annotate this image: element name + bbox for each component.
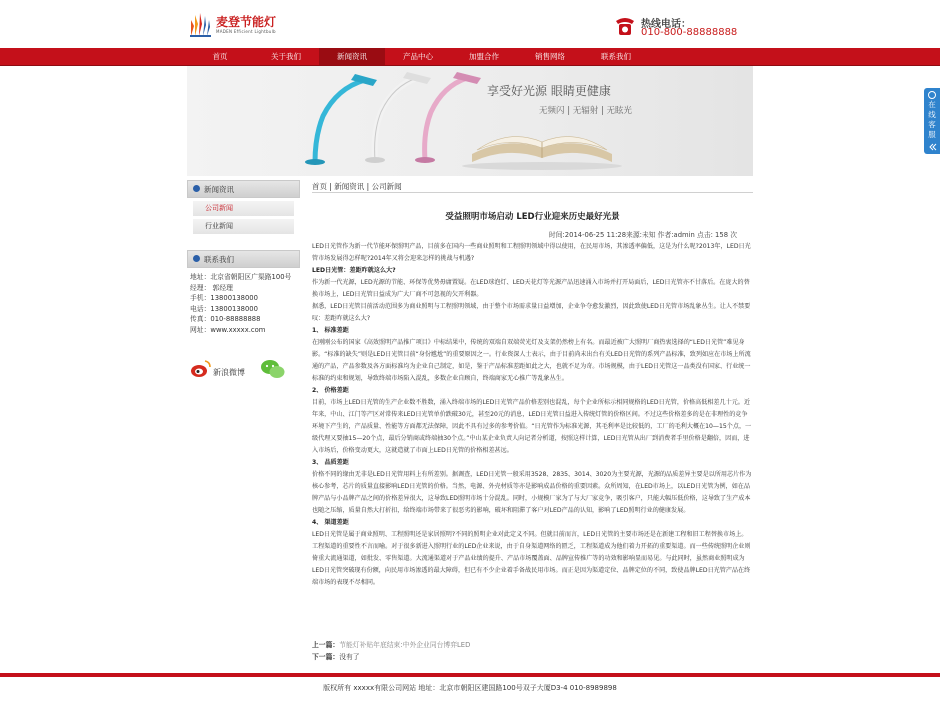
article-subheading: 4、 渠道差距 bbox=[312, 519, 349, 526]
contact-address: 地址：北京省朝阳区广渠路100号 bbox=[190, 273, 292, 281]
sidebar-contact-header bbox=[187, 250, 300, 268]
article-paragraph: 作为新一代光源，LED光源的节能、环保等优势毋庸置疑。在LED球泡灯、LED天花灯等光源产品迅速涌入市场并打开局面后，LED日光管亦不甘落后。在庞大的替换市场上，LED日光管日益成为广大厂商不可忽视的欠开利器。 bbox=[312, 279, 750, 298]
article-paragraph: LED日光管是属于商业照明、工程照明还是家居照明?不同的照明企业对此定义不同。但就目前而言，LED日光管的主要市场还是在新建工程和旧工程替换市场上。工程渠道的重要性不言而喻。对于很多新进入照明行业的LED企业来说，由于自身渠道网络的匮乏，工程渠道成为他们着力开拓的重要渠道。而一些传统照明企业则倚重大流通渠道，如批发、零售渠道。大流通渠道对于产品业绩的提升、产品市场覆盖面、品牌宣传推广等的功效和影响显而易见。与此同时，虽然商业照明成为LED日光管突破现有份额，向民用市场渗透的最大障碍，但已有不少企业着手备战民用市场。而正是因为渠道定位、品牌定位的不同，致使品牌LED日光管产品在终端市场的表现不尽相同。 bbox=[312, 531, 751, 586]
breadcrumb-news[interactable]: 新闻资讯 bbox=[334, 182, 365, 191]
sidebar-news-header bbox=[187, 180, 300, 198]
article-body bbox=[312, 241, 753, 589]
article-meta: 时间:2014-06-25 11:28来源:未知 作者:admin 点击: 158 次 bbox=[548, 231, 737, 239]
bullet-icon bbox=[193, 255, 200, 262]
article-subheading: 1、 标准差距 bbox=[312, 327, 349, 334]
social-links bbox=[190, 358, 298, 382]
sidebar-news bbox=[187, 180, 300, 234]
breadcrumb-home[interactable]: 首页 bbox=[312, 182, 327, 191]
article-paragraph: 在刚刚公布的国家《高效照明产品推广项目》中标结果中，传统的双端自双端荧光灯及支架仍然榜上有名。而最近被广大照明厂商热衷选择的“LED日光管”难见身影。“标准的缺失”则是LED日光管目前“身份尴尬”的重要原因之一。行业资深人士表示，由于目前尚未出台有关LED日光管的系列产品标准，致列如应在市场上所流通的产品，产品参数及各方面标准均为企业自己制定，如是，鉴于产品标准差距如此之大，也就不足为奇。市场规模，由于LED日光管这一品类没有国家、行业统一标准的约束和规划，导致终端市场陷入混乱，多数企业自顾自，终端商家无心推广等乱象丛生。 bbox=[312, 339, 751, 382]
banner-slogan: 享受好光源 眼睛更健康 bbox=[487, 84, 611, 98]
footer-text: 版权所有 xxxxx有限公司网站 地址：北京市朝阳区建国路100号双子大厦D3-4 010-8989898 bbox=[323, 684, 617, 692]
breadcrumb bbox=[312, 181, 402, 192]
contact-phone: 电话：13800138000 bbox=[190, 304, 258, 313]
logo-flame-icon bbox=[188, 12, 212, 38]
next-label: 下一篇： bbox=[312, 653, 340, 661]
logo-name: 麦登节能灯 bbox=[216, 15, 277, 29]
nav-item[interactable]: 销售网络 bbox=[535, 52, 565, 61]
prev-link[interactable]: 节能灯补贴年底结束:中外企业同台博弈LED bbox=[339, 641, 471, 649]
nav-item[interactable]: 联系我们 bbox=[601, 52, 631, 61]
banner-features: 无频闪 | 无辐射 | 无眩光 bbox=[539, 106, 633, 116]
phone-icon bbox=[614, 15, 636, 37]
wechat-icon[interactable] bbox=[260, 358, 286, 380]
article-paragraph: 目前，市场上LED日光管的生产企业数不胜数，涌入终端市场的LED日光管产品价格差别也混乱，每个企业所标示相同规格的LED日光管，价格高低相差几十元。近年来，中山、江门等产区对常传来LED日光管单价跌破30元，甚至20元的消息，LED日光管日益进入传统灯管的价格区间。不过这些价格差多的是在非理性的竞争环境下产生的，产品质量、性能等方面都无法保障，因此不具有过多的参考价值。“日光管作为标准光源，其毛利率是比较低的，工厂的毛利大概在10—15个点，一级代理又要抽15—20个点，最后分销商或终端抽30个点。”中山某企业负责人向记者分析道，按照这样计算，LED日光管从出厂到消费者手里价格是翻倍，因而，进入市场后，价格变动更大，这就造就了市面上LED日光管的价格相差甚远。 bbox=[312, 399, 752, 454]
main-nav bbox=[0, 48, 940, 66]
article-paragraph: LED日光管作为新一代节能环保照明产品，目前多在国内一些商业照明和工程照明领域中得以使用，在民用市场，其渗透率偏低，这是为什么呢?2013年，LED日光管市场发展得怎样呢?2014年又将会迎来怎样的挑战与机遇? bbox=[312, 243, 751, 262]
logo-subtitle: MADEN Efficient Lightbulb bbox=[216, 29, 276, 34]
nav-item[interactable]: 产品中心 bbox=[403, 52, 433, 61]
nav-item[interactable]: 关于我们 bbox=[271, 52, 301, 61]
prev-label: 上一篇： bbox=[312, 641, 340, 649]
contact-info bbox=[187, 268, 300, 335]
banner bbox=[187, 66, 753, 176]
chevron-left-icon bbox=[924, 143, 940, 151]
nav-item[interactable]: 新闻资讯 bbox=[319, 48, 385, 65]
online-service-button[interactable] bbox=[924, 88, 940, 154]
logo[interactable] bbox=[188, 10, 300, 40]
next-article bbox=[312, 651, 360, 661]
sidebar-contact-title: 联系我们 bbox=[204, 255, 234, 264]
weibo-icon[interactable] bbox=[190, 358, 212, 380]
breadcrumb-company-news[interactable]: 公司新闻 bbox=[371, 182, 402, 191]
footer-divider bbox=[0, 673, 940, 677]
article-subheading: LED日光管：差距咋就这么大? bbox=[312, 267, 396, 274]
article-subheading: 2、 价格差距 bbox=[312, 387, 349, 394]
contact-fax: 传真：010-88888888 bbox=[190, 315, 261, 323]
article-paragraph: 价格不同的缘由无非是LED日光管用料上有所差别。据调查，LED日光管一般采用3528、2835、3014、3020为主要光源，光源的品质差异主要是以所用芯片作为核心参考，芯片的质量直接影响LED日光管的价格。当然，电源、外壳材质等亦是影响成品价格的重要因素。众所周知，在LED市场上，以LED日光管为例，如在品牌产品与小品牌产品之间的价格差异很大，这导致LED照明市场十分混乱。同时，小规模厂家为了与大厂家竞争，吸引客户，只能大幅压低价格，这导致了生产成本也随之压缩，质量自然大打折扣，给终端市场带来了很恶劣的影响，破坏和阻滞了客户对LED产品的认知，影响了LED照明行业的健康发展。 bbox=[312, 471, 752, 514]
breadcrumb-sep: | bbox=[327, 182, 335, 191]
hotline-label: 热线电话： bbox=[641, 19, 691, 30]
article-subheading: 3、 品质差距 bbox=[312, 459, 349, 466]
sidebar-item-company-news[interactable]: 公司新闻 bbox=[193, 201, 294, 216]
bullet-icon bbox=[193, 185, 200, 192]
contact-manager: 经理： 郭经理 bbox=[190, 283, 233, 292]
breadcrumb-sep: | bbox=[364, 182, 372, 191]
online-service-label: 在 线 客 服 bbox=[928, 100, 936, 139]
weibo-label[interactable]: 新浪微博 bbox=[213, 368, 245, 377]
nav-items bbox=[187, 48, 753, 65]
hotline-number: 010-800-88888888 bbox=[641, 27, 738, 38]
contact-mobile: 手机：13800138000 bbox=[190, 294, 258, 302]
nav-item[interactable]: 首页 bbox=[212, 52, 228, 61]
sidebar-news-title: 新闻资讯 bbox=[204, 185, 234, 194]
sidebar-item-industry-news[interactable]: 行业新闻 bbox=[193, 219, 294, 234]
banner-lamps-image bbox=[187, 66, 753, 176]
contact-website: 网址：www.xxxxx.com bbox=[190, 325, 266, 334]
nav-item[interactable]: 加盟合作 bbox=[469, 52, 499, 61]
prev-article bbox=[312, 639, 470, 649]
article-title: 受益照明市场启动 LED行业迎来历史最好光景 bbox=[445, 212, 620, 222]
next-link[interactable]: 没有了 bbox=[339, 653, 360, 661]
service-icon bbox=[924, 90, 940, 100]
article-paragraph: 据悉，LED日光管目前活动范围多为商业照明与工程照明领域，由于整个市场需求量日益增加，企业争夺愈发激烈，因此致使LED日光管市场乱象丛生。让人不禁要叹：差距咋就这么大? bbox=[312, 303, 751, 322]
hotline bbox=[614, 15, 764, 41]
sidebar-contact bbox=[187, 250, 300, 335]
breadcrumb-divider bbox=[312, 192, 753, 193]
